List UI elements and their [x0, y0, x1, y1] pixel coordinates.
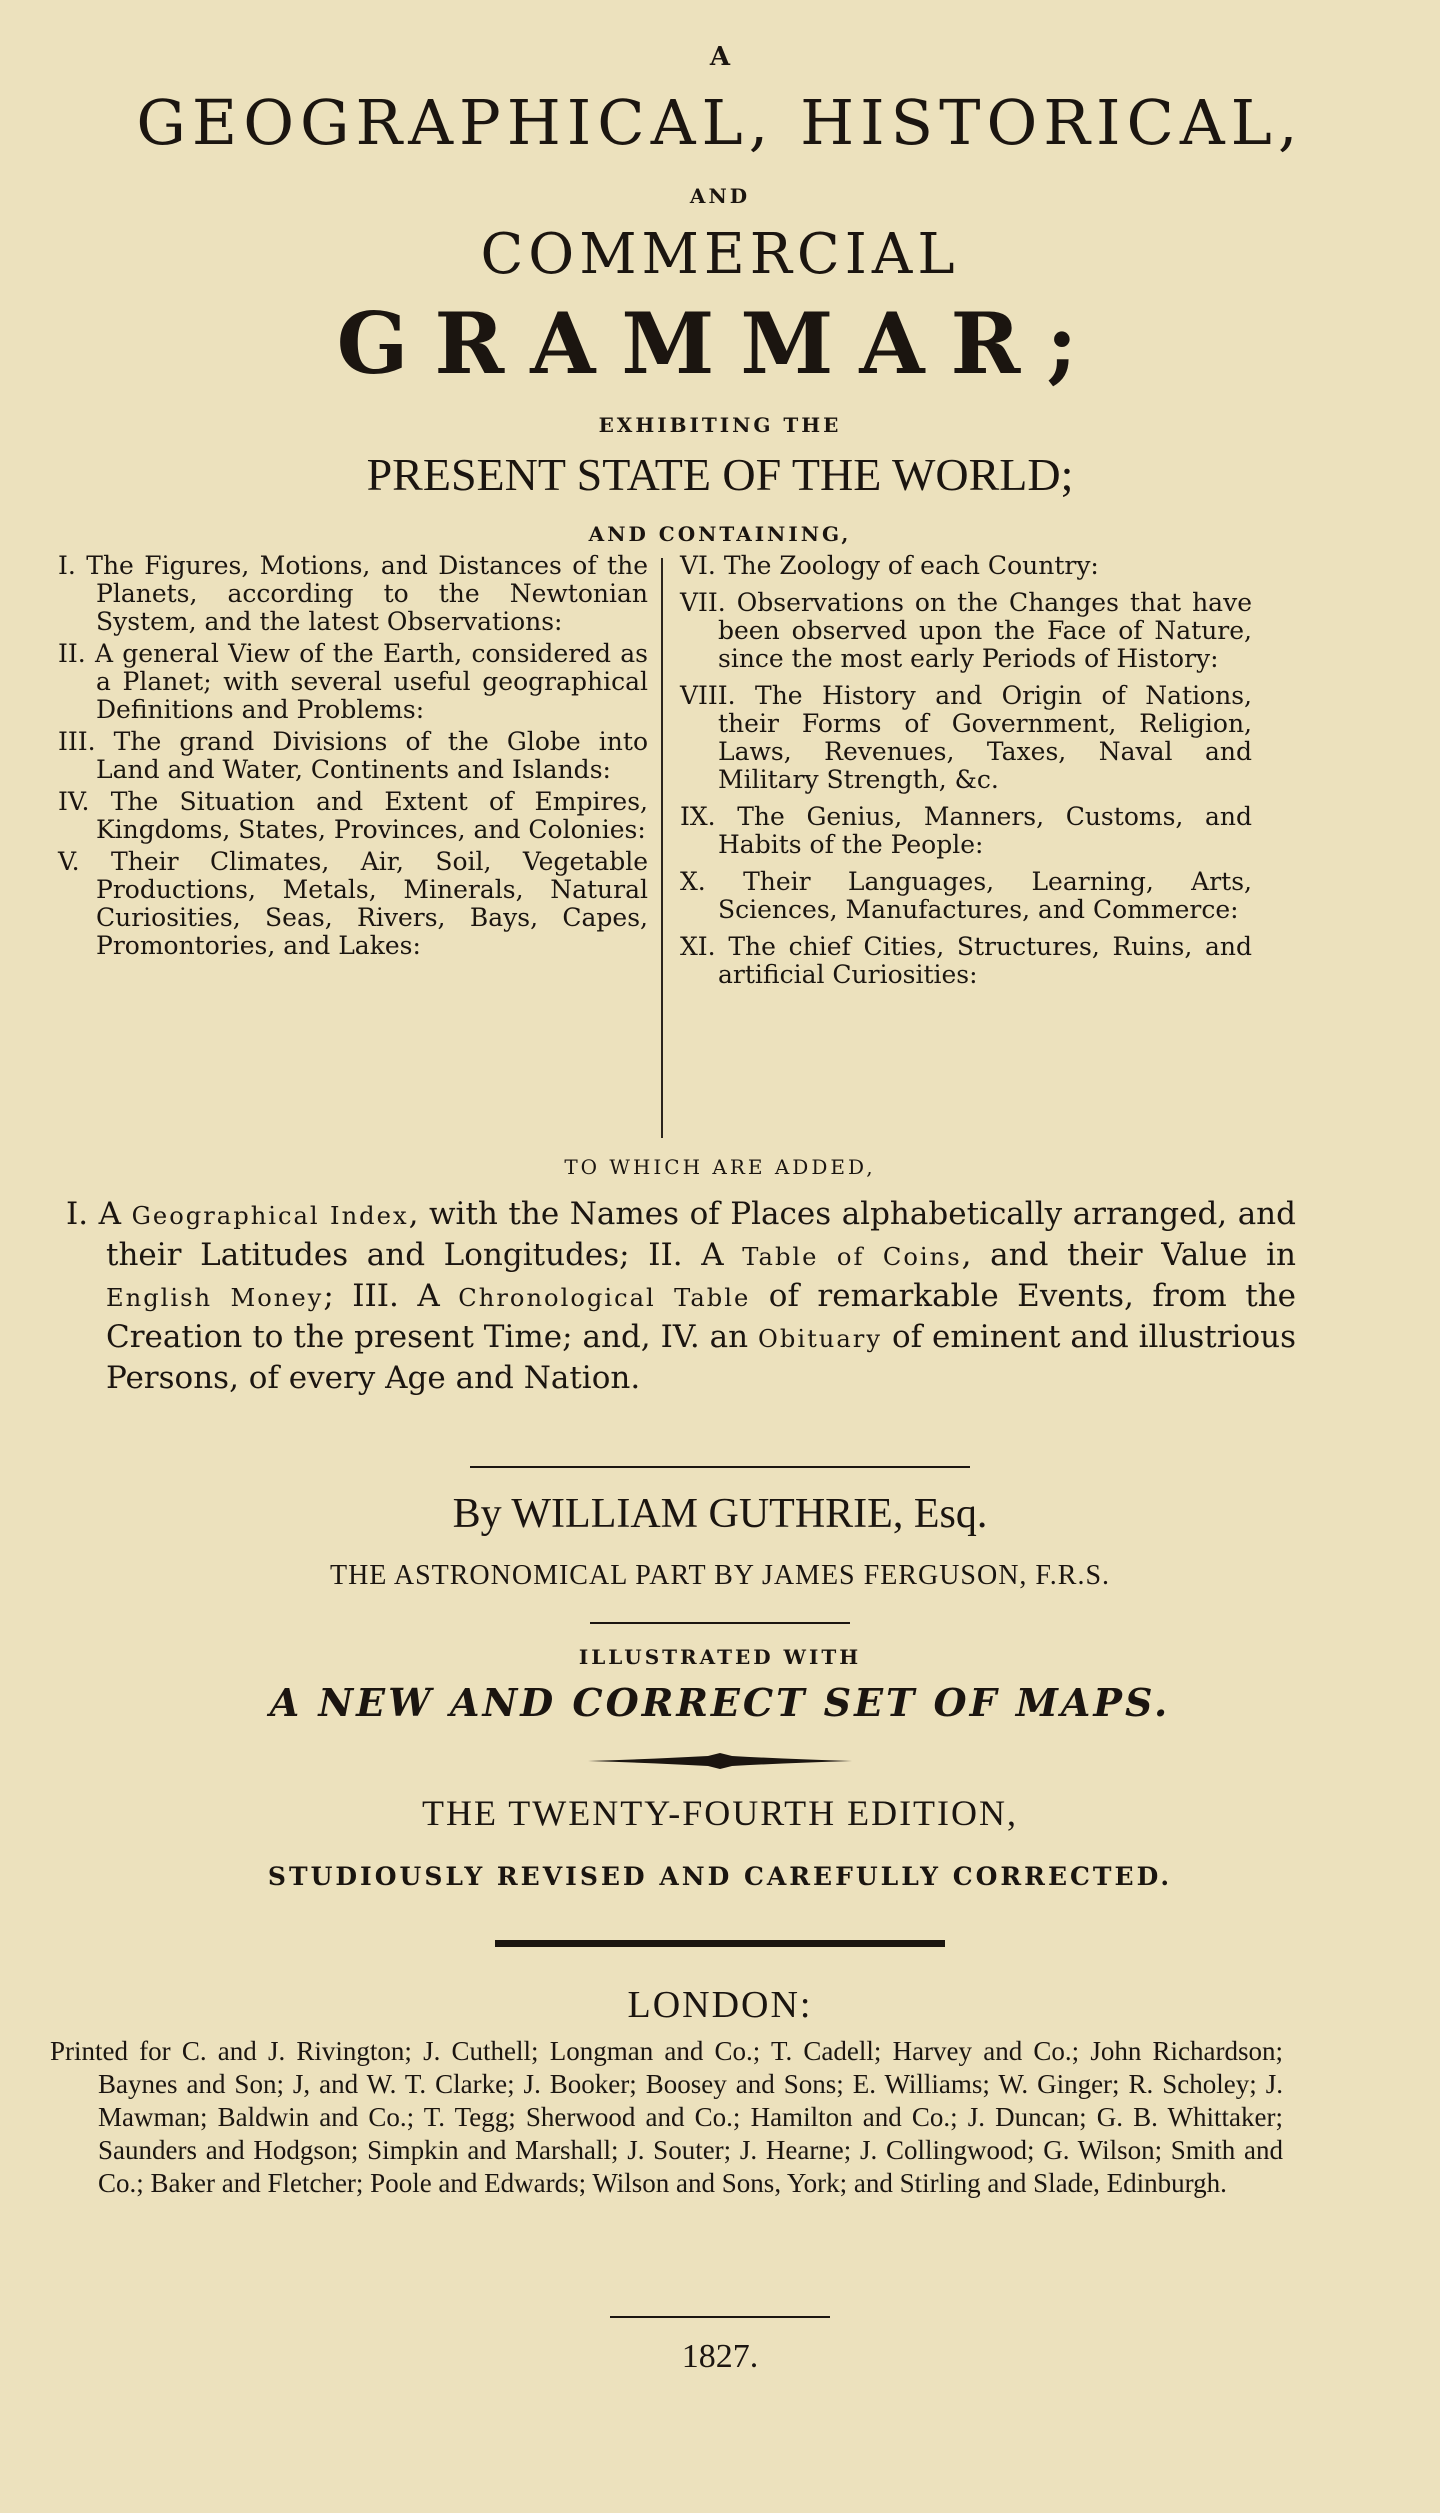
subtitle-exhibiting: EXHIBITING THE: [598, 413, 842, 437]
thick-divider-rule: [495, 1940, 945, 1947]
divider-rule: [590, 1622, 850, 1624]
appendix-paragraph: I. A Geographical Index, with the Names of Places alphabetically arranged, and their Latitudes and Longitudes; II. A Table of Coins, and their Value in English Money; III. A Chronological Table of remarkable Events, from the Creation to the present Time; and, IV. an Obituary of eminent and illustrious Persons, of every Age and Nation.: [66, 1196, 1297, 1396]
divider-rule: [610, 2316, 830, 2318]
small-caps-money: English Money: [106, 1284, 324, 1312]
illustrated-heading: ILLUSTRATED WITH: [578, 1645, 862, 1669]
contents-left-column: [58, 552, 648, 964]
contents-item: XI. The chief Cities, Structures, Ruins, and artificial Curiosities:: [680, 932, 1252, 989]
ornament-icon: [588, 1753, 852, 1769]
added-heading: TO WHICH ARE ADDED,: [564, 1155, 876, 1179]
edition-line: THE TWENTY-FOURTH EDITION,: [421, 1793, 1019, 1833]
author-line: By WILLIAM GUTHRIE, Esq.: [452, 1491, 988, 1537]
small-caps-obituary: Obituary: [758, 1325, 882, 1353]
astronomical-credit: THE ASTRONOMICAL PART BY JAMES FERGUSON, F.R.S.: [329, 1560, 1111, 1591]
title-line-commercial: COMMERCIAL: [480, 222, 960, 287]
contents-item: VI. The Zoology of each Country:: [680, 551, 1099, 580]
contents-item: IV. The Situation and Extent of Empires, Kingdoms, States, Provinces, and Colonies:: [58, 787, 648, 844]
divider-rule: [470, 1466, 970, 1468]
printers-list: Printed for C. and J. Rivington; J. Cuthell; Longman and Co.; T. Cadell; Harvey and Co.; John Richardson; Baynes and Son; J, and W. T. Clarke; J. Booker; Boosey and Sons; E. Williams; W. Ginger; R. Scholey; J. Mawman; Baldwin and Co.; T. Tegg; Sherwood and Co.; Hamilton and Co.; J. Duncan; G. B. Whittaker; Saunders and Hodgson; Simpkin and Marshall; J. Souter; J. Hearne; J. Collingwood; G. Wilson; Smith and Co.; Baker and Fletcher; Poole and Edwards; Wilson and Sons, York; and Stirling and Slade, Edinburgh.: [50, 2036, 1283, 2198]
contents-item: VIII. The History and Origin of Nations, their Forms of Government, Religion, Laws, Revenues, Taxes, Naval and Military Strength, &c.: [680, 681, 1252, 794]
title-article: A: [709, 42, 731, 72]
contents-item: X. Their Languages, Learning, Arts, Sciences, Manufactures, and Commerce:: [680, 867, 1252, 924]
small-caps-chronology: Chronological Table: [458, 1284, 751, 1312]
column-divider: [661, 558, 663, 1138]
title-conjunction: AND: [689, 184, 751, 208]
contents-item: VII. Observations on the Changes that have been observed upon the Face of Nature, since the most early Periods of History:: [680, 588, 1252, 673]
contents-item: V. Their Climates, Air, Soil, Vegetable Productions, Metals, Minerals, Natural Curiosities, Seas, Rivers, Bays, Capes, Promontories, and Lakes:: [58, 847, 648, 960]
subtitle-present-state: PRESENT STATE OF THE WORLD;: [366, 449, 1074, 500]
contents-item: I. The Figures, Motions, and Distances of the Planets, according to the Newtonian System, and the latest Observations:: [58, 551, 648, 636]
contents-right-column: [680, 552, 1252, 998]
contents-heading: AND CONTAINING,: [588, 522, 852, 546]
title-line-grammar: GRAMMAR;: [336, 294, 1104, 393]
imprint-place: LONDON:: [627, 1984, 813, 2026]
small-caps-index: Geographical Index: [131, 1202, 409, 1230]
revision-note: STUDIOUSLY REVISED AND CAREFULLY CORRECTED.: [267, 1862, 1173, 1891]
contents-item: II. A general View of the Earth, considered as a Planet; with several useful geographical Definitions and Problems:: [58, 639, 648, 724]
maps-line: A NEW AND CORRECT SET OF MAPS.: [269, 1680, 1171, 1725]
contents-item: IX. The Genius, Manners, Customs, and Habits of the People:: [680, 802, 1252, 859]
contents-item: III. The grand Divisions of the Globe into Land and Water, Continents and Islands:: [58, 727, 648, 784]
title-line-geographical: GEOGRAPHICAL, HISTORICAL,: [136, 86, 1304, 159]
imprint-year: 1827.: [681, 2338, 759, 2375]
small-caps-coins: Table of Coins: [742, 1243, 962, 1271]
